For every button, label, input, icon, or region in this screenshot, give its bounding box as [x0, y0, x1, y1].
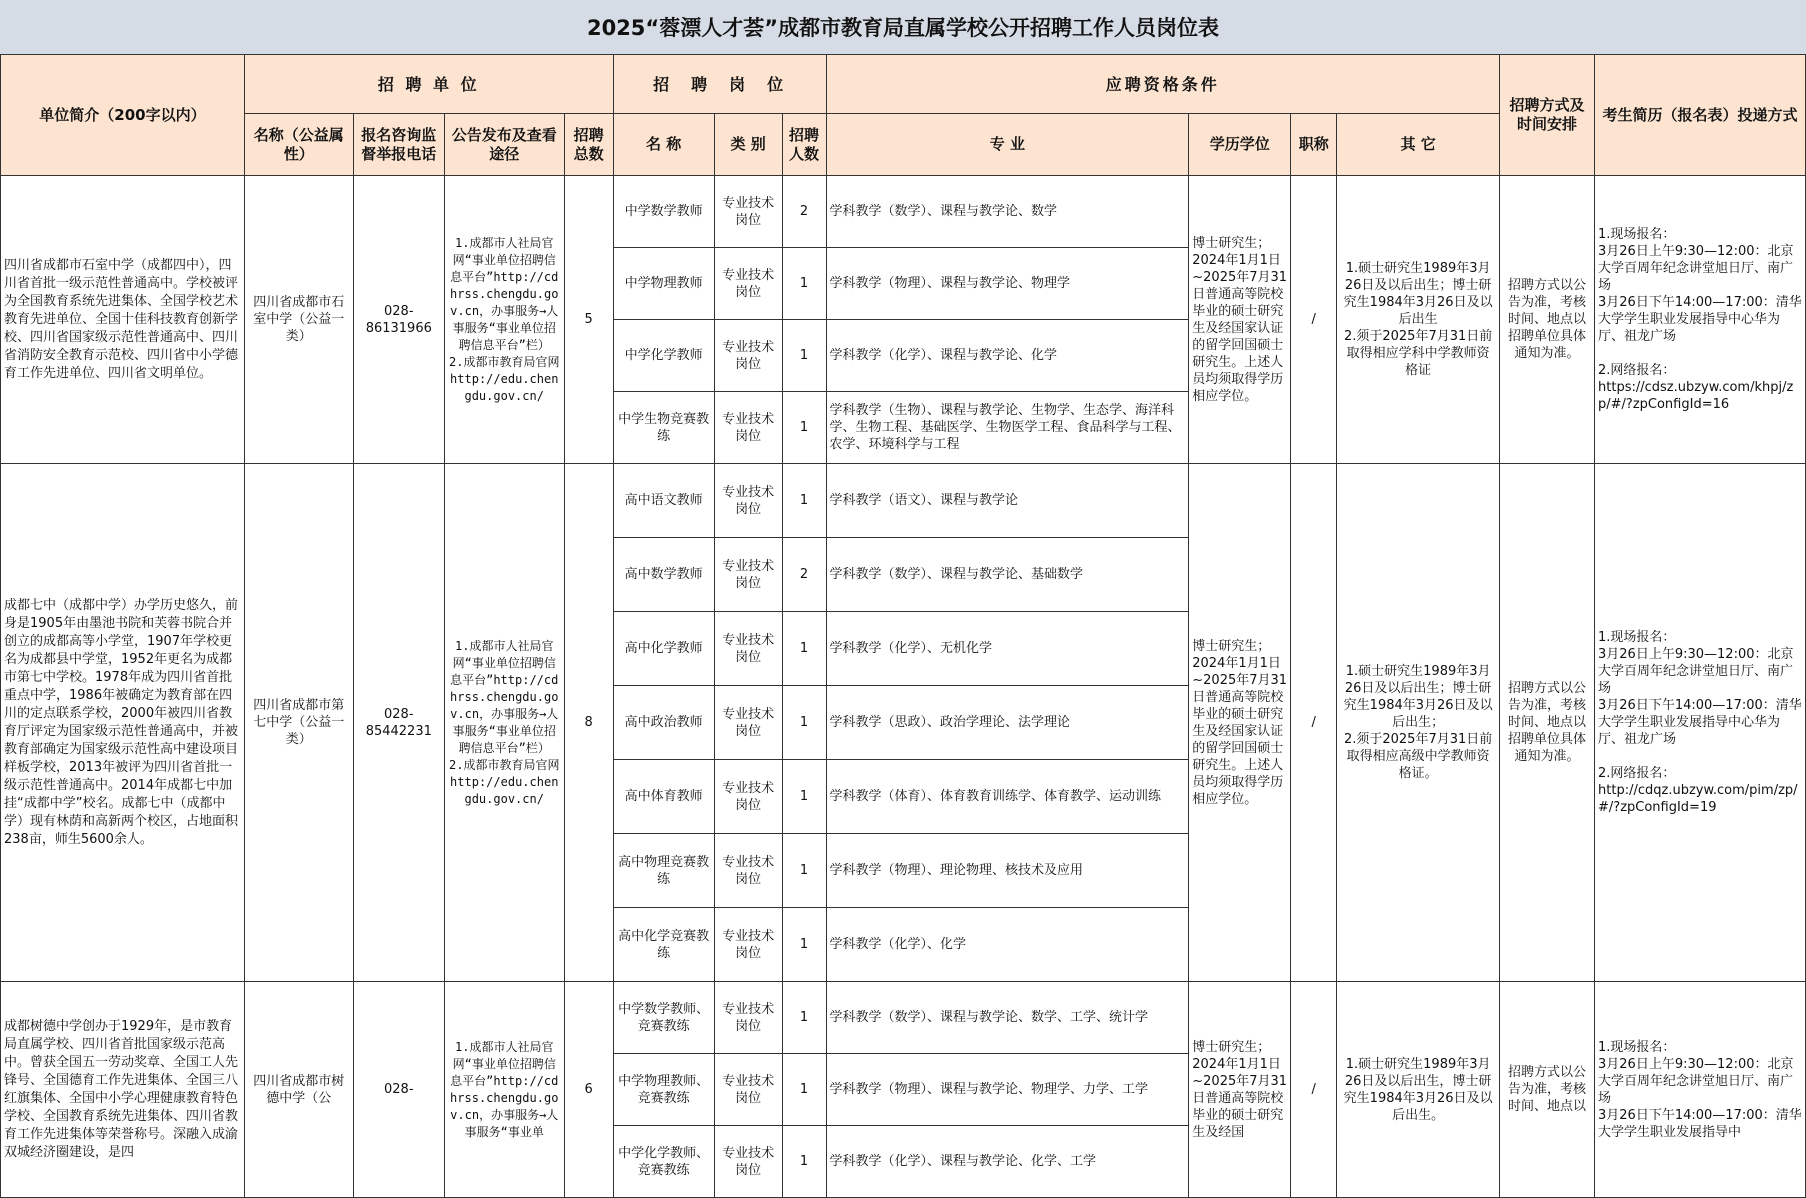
- total-count: 6: [564, 982, 613, 1198]
- post-major: 学科教学（物理）、课程与教学论、物理学、力学、工学: [826, 1054, 1189, 1126]
- post-count: 1: [782, 320, 826, 392]
- page-title: 2025“蓉漂人才荟”成都市教育局直属学校公开招聘工作人员岗位表: [0, 0, 1806, 55]
- unit-intro: 成都树德中学创办于1929年，是市教育局直属学校、四川省首批国家级示范高中。曾获全国五一劳动奖章、全国工人先锋号、全国德育工作先进集体、全国三八红旗集体、全国中小学心理健康教育特色学校、全国教育系统先进集体、四川省教育工作先进集体等荣誉称号。深融入成渝双城经济圈建设，是四: [1, 982, 245, 1198]
- header-resume: 考生简历（报名表）投递方式: [1595, 55, 1806, 176]
- post-count: 1: [782, 464, 826, 538]
- table-row: [1, 176, 1806, 248]
- degree-req: 博士研究生；2024年1月1日~2025年7月31日普通高等院校毕业的硕士研究生及经国: [1189, 982, 1291, 1198]
- post-major: 学科教学（物理）、理论物理、核技术及应用: [826, 834, 1189, 908]
- post-category: 专业技术岗位: [714, 686, 782, 760]
- notice-channel: 1.成都市人社局官网“事业单位招聘信息平台”http://cdhrss.chengdu.gov.cn，办事服务→人事服务“事业单位招聘信息平台”栏） 2.成都市教育局官网 http://edu.chengdu.gov.cn/: [444, 176, 564, 464]
- resume-method: 1.现场报名： 3月26日上午9:30—12:00：北京大学百周年纪念讲堂旭日厅、南广场 3月26日下午14:00—17:00：清华大学学生职业发展指导中心华为厅、祖龙广场 2.网络报名： https://cdsz.ubzyw.com/khpj/zp/#/?zpConfigId=16: [1595, 176, 1806, 464]
- resume-method: 1.现场报名： 3月26日上午9:30—12:00：北京大学百周年纪念讲堂旭日厅、南广场 3月26日下午14:00—17:00：清华大学学生职业发展指导中心华为厅、祖龙广场 2.网络报名： http://cdqz.ubzyw.com/pim/zp/#/?zpConfigId=19: [1595, 464, 1806, 982]
- post-major: 学科教学（数学）、课程与教学论、数学: [826, 176, 1189, 248]
- post-category: 专业技术岗位: [714, 538, 782, 612]
- header-title-req: 职称: [1291, 114, 1337, 176]
- post-major: 学科教学（化学）、化学: [826, 908, 1189, 982]
- header-degree: 学历学位: [1189, 114, 1291, 176]
- post-major: 学科教学（化学）、无机化学: [826, 612, 1189, 686]
- unit-phone: 028-: [353, 982, 444, 1198]
- post-major: 学科教学（思政）、政治学理论、法学理论: [826, 686, 1189, 760]
- post-count: 1: [782, 834, 826, 908]
- header-major: 专 业: [826, 114, 1189, 176]
- post-major: 学科教学（生物）、课程与教学论、生物学、生态学、海洋科学、生物工程、基础医学、生物医学工程、食品科学与工程、农学、环境科学与工程: [826, 392, 1189, 464]
- recruit-method: 招聘方式以公告为准，考核时间、地点以招聘单位具体通知为准。: [1500, 464, 1595, 982]
- post-major: 学科教学（数学）、课程与教学论、基础数学: [826, 538, 1189, 612]
- post-name: 高中政治教师: [613, 686, 714, 760]
- header-other: 其 它: [1337, 114, 1500, 176]
- other-req: 1.硕士研究生1989年3月26日及以后出生；博士研究生1984年3月26日及以后出生； 2.须于2025年7月31日前取得相应高级中学教师资格证。: [1337, 464, 1500, 982]
- post-category: 专业技术岗位: [714, 760, 782, 834]
- post-major: 学科教学（体育）、体育教育训练学、体育教学、运动训练: [826, 760, 1189, 834]
- post-category: 专业技术岗位: [714, 982, 782, 1054]
- header-post-group: 招 聘 岗 位: [613, 55, 826, 114]
- header-count: 招聘人数: [782, 114, 826, 176]
- table-row: [1, 982, 1806, 1054]
- post-name: 中学化学教师、竞赛教练: [613, 1126, 714, 1198]
- post-category: 专业技术岗位: [714, 392, 782, 464]
- total-count: 8: [564, 464, 613, 982]
- post-count: 1: [782, 248, 826, 320]
- post-major: 学科教学（化学）、课程与教学论、化学: [826, 320, 1189, 392]
- title-req: /: [1291, 464, 1337, 982]
- total-count: 5: [564, 176, 613, 464]
- post-name: 高中化学竞赛教练: [613, 908, 714, 982]
- other-req: 1.硕士研究生1989年3月26日及以后出生；博士研究生1984年3月26日及以后出生 2.须于2025年7月31日前取得相应学科中学教师资格证: [1337, 176, 1500, 464]
- post-name: 高中体育教师: [613, 760, 714, 834]
- post-category: 专业技术岗位: [714, 908, 782, 982]
- table-row: [1, 464, 1806, 538]
- post-category: 专业技术岗位: [714, 248, 782, 320]
- header-intro: 单位简介（200字以内）: [1, 55, 245, 176]
- recruit-method: 招聘方式以公告为准，考核时间、地点以招聘单位具体通知为准。: [1500, 176, 1595, 464]
- post-category: 专业技术岗位: [714, 1126, 782, 1198]
- post-major: 学科教学（语文）、课程与教学论: [826, 464, 1189, 538]
- degree-req: 博士研究生；2024年1月1日~2025年7月31日普通高等院校毕业的硕士研究生及经国家认证的留学回国硕士研究生。上述人员均须取得学历相应学位。: [1189, 176, 1291, 464]
- header-qual-group: 应聘资格条件: [826, 55, 1500, 114]
- header-unit-name: 名称（公益属性）: [244, 114, 353, 176]
- post-category: 专业技术岗位: [714, 176, 782, 248]
- post-name: 高中数学教师: [613, 538, 714, 612]
- header-post-name: 名 称: [613, 114, 714, 176]
- post-count: 1: [782, 982, 826, 1054]
- post-name: 中学数学教师、竞赛教练: [613, 982, 714, 1054]
- post-major: 学科教学（数学）、课程与教学论、数学、工学、统计学: [826, 982, 1189, 1054]
- header-notice: 公告发布及查看途径: [444, 114, 564, 176]
- unit-phone: 028-86131966: [353, 176, 444, 464]
- job-table: [0, 54, 1806, 1198]
- post-count: 1: [782, 612, 826, 686]
- post-count: 1: [782, 686, 826, 760]
- post-name: 中学生物竞赛教练: [613, 392, 714, 464]
- post-name: 高中物理竞赛教练: [613, 834, 714, 908]
- post-count: 2: [782, 538, 826, 612]
- post-name: 高中语文教师: [613, 464, 714, 538]
- post-name: 中学物理教师: [613, 248, 714, 320]
- post-count: 1: [782, 760, 826, 834]
- post-major: 学科教学（物理）、课程与教学论、物理学: [826, 248, 1189, 320]
- header-unit-group: 招 聘 单 位: [244, 55, 613, 114]
- post-category: 专业技术岗位: [714, 612, 782, 686]
- other-req: 1.硕士研究生1989年3月26日及以后出生，博士研究生1984年3月26日及以后出生。: [1337, 982, 1500, 1198]
- post-category: 专业技术岗位: [714, 834, 782, 908]
- unit-intro: 四川省成都市石室中学（成都四中），四川省首批一级示范性普通高中。学校被评为全国教育系统先进集体、全国学校艺术教育先进单位、全国十佳科技教育创新学校、四川省国家级示范性普通高中、四川省消防安全教育示范校、四川省中小学德育工作先进单位、四川省文明单位。: [1, 176, 245, 464]
- unit-name: 四川省成都市石室中学（公益一类）: [244, 176, 353, 464]
- unit-name: 四川省成都市树德中学（公: [244, 982, 353, 1198]
- notice-channel: 1.成都市人社局官网“事业单位招聘信息平台”http://cdhrss.chengdu.gov.cn，办事服务→人事服务“事业单: [444, 982, 564, 1198]
- post-category: 专业技术岗位: [714, 1054, 782, 1126]
- title-req: /: [1291, 982, 1337, 1198]
- post-count: 1: [782, 392, 826, 464]
- resume-method: 1.现场报名： 3月26日上午9:30—12:00：北京大学百周年纪念讲堂旭日厅、南广场 3月26日下午14:00—17:00：清华大学学生职业发展指导中: [1595, 982, 1806, 1198]
- post-count: 1: [782, 908, 826, 982]
- post-name: 高中化学教师: [613, 612, 714, 686]
- post-name: 中学数学教师: [613, 176, 714, 248]
- post-category: 专业技术岗位: [714, 464, 782, 538]
- header-phone: 报名咨询监督举报电话: [353, 114, 444, 176]
- header-method: 招聘方式及时间安排: [1500, 55, 1595, 176]
- header-category: 类 别: [714, 114, 782, 176]
- header-total: 招聘总数: [564, 114, 613, 176]
- post-name: 中学化学教师: [613, 320, 714, 392]
- post-category: 专业技术岗位: [714, 320, 782, 392]
- post-count: 1: [782, 1126, 826, 1198]
- notice-channel: 1.成都市人社局官网“事业单位招聘信息平台”http://cdhrss.chengdu.gov.cn，办事服务→人事服务“事业单位招聘信息平台”栏） 2.成都市教育局官网 http://edu.chengdu.gov.cn/: [444, 464, 564, 982]
- post-count: 1: [782, 1054, 826, 1126]
- post-major: 学科教学（化学）、课程与教学论、化学、工学: [826, 1126, 1189, 1198]
- unit-name: 四川省成都市第七中学（公益一类）: [244, 464, 353, 982]
- unit-phone: 028-85442231: [353, 464, 444, 982]
- post-name: 中学物理教师、竞赛教练: [613, 1054, 714, 1126]
- post-count: 2: [782, 176, 826, 248]
- degree-req: 博士研究生；2024年1月1日~2025年7月31日普通高等院校毕业的硕士研究生及经国家认证的留学回国硕士研究生。上述人员均须取得学历相应学位。: [1189, 464, 1291, 982]
- recruit-method: 招聘方式以公告为准，考核时间、地点以: [1500, 982, 1595, 1198]
- unit-intro: 成都七中（成都中学）办学历史悠久，前身是1905年由墨池书院和芙蓉书院合并创立的成都高等小学堂，1907年学校更名为成都县中学堂，1952年更名为成都市第七中学校。1978年成为四川省首批重点中学，1986年被确定为教育部在四川的定点联系学校，2000年被四川省教育厅评定为国家级示范性普通高中，并被教育部确定为国家级示范性高中建设项目样板学校，2013年被评为四川省首批一级示范性普通高中。2014年成都七中加挂“成都中学”校名。成都七中（成都中学）现有林荫和高新两个校区，占地面积238亩，师生5600余人。: [1, 464, 245, 982]
- title-req: /: [1291, 176, 1337, 464]
